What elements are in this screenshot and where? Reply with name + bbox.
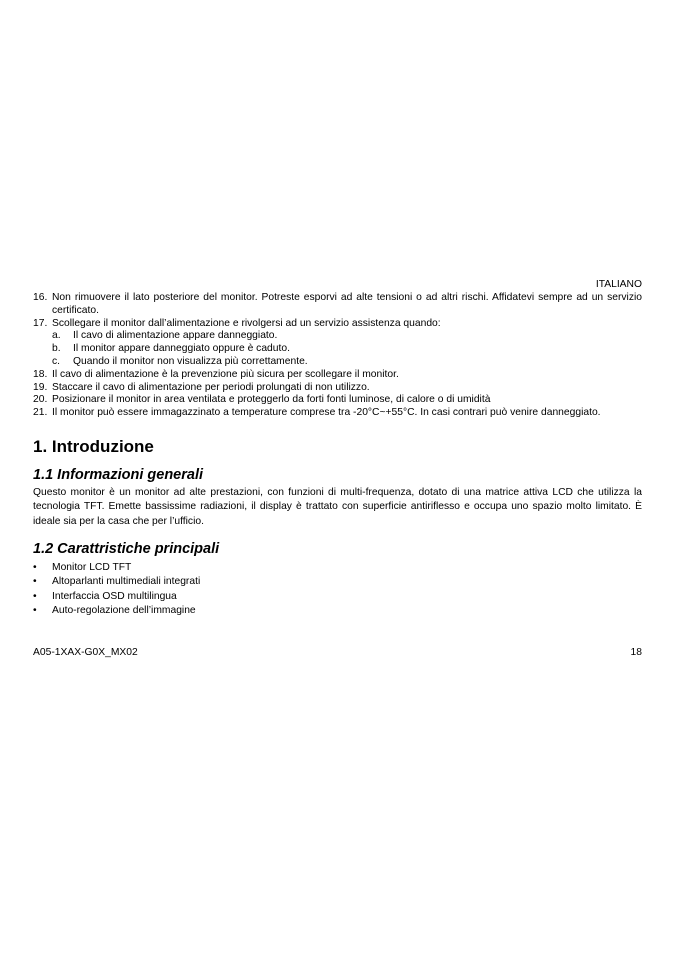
list-item-text: Non rimuovere il lato posteriore del monitor. Potreste esporvi ad alte tensioni o ad altri rischi. Affidatevi sempre ad un servizio certificato. [52,292,642,316]
sub-list-item-letter: a. [52,330,61,342]
feature-text: Interfaccia OSD multilingua [52,590,177,602]
list-item [33,575,642,589]
list-item-text: Il cavo di alimentazione è la prevenzione più sicura per scollegare il monitor. [52,368,399,380]
page-footer [33,647,642,660]
list-item [33,590,642,604]
sub-list [52,330,642,368]
subsection-heading-general-info: 1.1 Informazioni generali [33,466,204,483]
safety-list [33,292,642,420]
feature-text: Altoparlanti multimediali integrati [52,576,201,588]
subsection-heading-features: 1.2 Carattristiche principali [33,540,220,557]
list-item [33,369,642,382]
list-item-number: 21. [33,407,48,419]
sub-list-item-text: Quando il monitor non visualizza più correttamente. [73,355,308,367]
list-item-number: 16. [33,292,48,303]
list-item-text: Il monitor può essere immagazzinato a temperature comprese tra -20°C~+55°C. In casi contrari può venire danneggiato. [52,407,601,419]
list-item [33,407,642,420]
list-item-text: Scollegare il monitor dall’alimentazione e rivolgersi ad un servizio assistenza quando: [52,317,441,329]
list-item [33,318,642,369]
document-code: A05-1XAX-G0X_MX02 [33,647,138,658]
list-item-text: Posizionare il monitor in area ventilata e proteggerlo da forti fonti luminose, di calore o di umidità [52,394,491,406]
bullet-icon: • [33,561,37,573]
list-item-number: 18. [33,368,48,380]
general-info-paragraph: Questo monitor è un monitor ad alte prestazioni, con funzioni di multi-frequenza, dotato di una matrice attiva LCD che utilizza la tecnologia TFT. Emette bassissime radiazioni, il display è trattato con superficie antiriflesso e occupa uno spazio molto limitato. È ideale sia per la casa che per l’ufficio. [33,486,642,527]
list-item-number: 20. [33,394,48,406]
list-item-number: 17. [33,317,48,329]
bullet-icon: • [33,605,37,617]
section-heading: 1. Introduzione [33,436,154,456]
list-item-text: Staccare il cavo di alimentazione per periodi prolungati di non utilizzo. [52,381,370,393]
list-item [33,604,642,618]
list-item [33,394,642,407]
list-item [33,561,642,575]
sub-list-item-letter: c. [52,355,61,367]
sub-list-item-text: Il monitor appare danneggiato oppure è caduto. [73,343,290,355]
sub-list-item [52,356,642,369]
sub-list-item [52,343,642,356]
bullet-icon: • [33,590,37,602]
list-item-number: 19. [33,381,48,393]
list-item [33,292,642,318]
list-item [33,382,642,395]
language-header: ITALIANO [595,279,642,290]
features-list [33,561,642,619]
bullet-icon: • [33,576,37,588]
feature-text: Auto-regolazione dell’immagine [52,605,196,617]
sub-list-item-letter: b. [52,343,61,355]
feature-text: Monitor LCD TFT [52,561,132,573]
document-page [33,279,642,618]
page-number: 18 [630,647,642,658]
sub-list-item-text: Il cavo di alimentazione appare danneggiato. [73,330,278,342]
sub-list-item [52,330,642,343]
